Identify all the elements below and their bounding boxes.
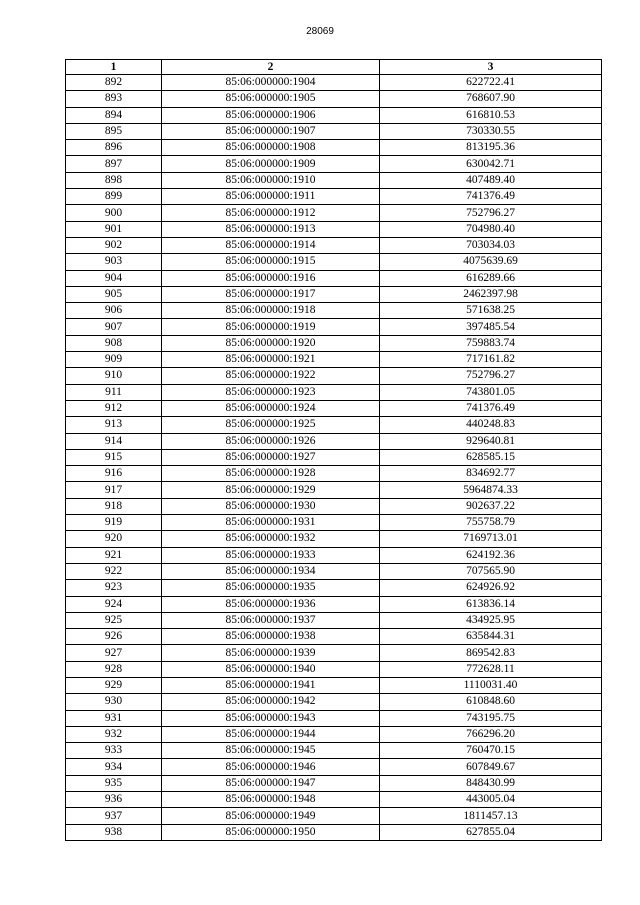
cell-value: 902637.22 xyxy=(380,498,602,514)
table-row xyxy=(66,107,602,123)
cell-cadastral-id: 85:06:000000:1916 xyxy=(162,270,380,286)
cell-number: 902 xyxy=(66,237,162,253)
cell-value: 7169713.01 xyxy=(380,531,602,547)
table-row xyxy=(66,531,602,547)
cell-cadastral-id: 85:06:000000:1917 xyxy=(162,286,380,302)
cell-number: 895 xyxy=(66,123,162,139)
cell-cadastral-id: 85:06:000000:1929 xyxy=(162,482,380,498)
cell-cadastral-id: 85:06:000000:1941 xyxy=(162,677,380,693)
table-row xyxy=(66,449,602,465)
table-row xyxy=(66,172,602,188)
cell-cadastral-id: 85:06:000000:1924 xyxy=(162,400,380,416)
table-row xyxy=(66,824,602,840)
cell-number: 929 xyxy=(66,677,162,693)
cell-value: 707565.90 xyxy=(380,563,602,579)
cell-value: 752796.27 xyxy=(380,368,602,384)
table-row xyxy=(66,629,602,645)
cell-value: 624926.92 xyxy=(380,580,602,596)
cell-value: 613836.14 xyxy=(380,596,602,612)
table-row xyxy=(66,743,602,759)
column-header-cadastral-id: 2 xyxy=(162,60,380,75)
cell-number: 896 xyxy=(66,140,162,156)
cell-cadastral-id: 85:06:000000:1950 xyxy=(162,824,380,840)
cell-value: 755758.79 xyxy=(380,515,602,531)
cell-number: 927 xyxy=(66,645,162,661)
table-row xyxy=(66,270,602,286)
table-row xyxy=(66,237,602,253)
cell-value: 834692.77 xyxy=(380,466,602,482)
cell-value: 397485.54 xyxy=(380,319,602,335)
cell-number: 894 xyxy=(66,107,162,123)
cell-value: 571638.25 xyxy=(380,303,602,319)
cell-cadastral-id: 85:06:000000:1911 xyxy=(162,189,380,205)
cell-cadastral-id: 85:06:000000:1920 xyxy=(162,335,380,351)
cell-value: 616810.53 xyxy=(380,107,602,123)
cell-cadastral-id: 85:06:000000:1912 xyxy=(162,205,380,221)
cell-cadastral-id: 85:06:000000:1927 xyxy=(162,449,380,465)
table-row xyxy=(66,482,602,498)
table-row xyxy=(66,596,602,612)
cell-cadastral-id: 85:06:000000:1942 xyxy=(162,694,380,710)
table-row xyxy=(66,221,602,237)
cell-number: 916 xyxy=(66,466,162,482)
cell-number: 897 xyxy=(66,156,162,172)
cell-cadastral-id: 85:06:000000:1948 xyxy=(162,792,380,808)
table-header-row xyxy=(66,60,602,75)
cell-value: 759883.74 xyxy=(380,335,602,351)
table-row xyxy=(66,91,602,107)
cell-cadastral-id: 85:06:000000:1943 xyxy=(162,710,380,726)
cell-number: 893 xyxy=(66,91,162,107)
table-row xyxy=(66,123,602,139)
cell-number: 899 xyxy=(66,189,162,205)
cell-value: 752796.27 xyxy=(380,205,602,221)
cell-value: 760470.15 xyxy=(380,743,602,759)
cell-number: 908 xyxy=(66,335,162,351)
cell-cadastral-id: 85:06:000000:1915 xyxy=(162,254,380,270)
table-row xyxy=(66,335,602,351)
cell-number: 915 xyxy=(66,449,162,465)
cell-cadastral-id: 85:06:000000:1940 xyxy=(162,661,380,677)
cell-value: 630042.71 xyxy=(380,156,602,172)
cell-cadastral-id: 85:06:000000:1947 xyxy=(162,775,380,791)
table-row xyxy=(66,645,602,661)
table-row xyxy=(66,792,602,808)
table-row xyxy=(66,498,602,514)
cell-cadastral-id: 85:06:000000:1909 xyxy=(162,156,380,172)
cell-cadastral-id: 85:06:000000:1930 xyxy=(162,498,380,514)
table-row xyxy=(66,156,602,172)
cell-cadastral-id: 85:06:000000:1933 xyxy=(162,547,380,563)
cell-value: 1110031.40 xyxy=(380,677,602,693)
cell-number: 925 xyxy=(66,612,162,628)
cell-cadastral-id: 85:06:000000:1936 xyxy=(162,596,380,612)
cell-cadastral-id: 85:06:000000:1913 xyxy=(162,221,380,237)
table-row xyxy=(66,352,602,368)
cell-value: 635844.31 xyxy=(380,629,602,645)
cell-number: 934 xyxy=(66,759,162,775)
cell-value: 766296.20 xyxy=(380,726,602,742)
cell-value: 869542.83 xyxy=(380,645,602,661)
cell-number: 913 xyxy=(66,417,162,433)
cell-number: 924 xyxy=(66,596,162,612)
cell-value: 929640.81 xyxy=(380,433,602,449)
cell-cadastral-id: 85:06:000000:1922 xyxy=(162,368,380,384)
cell-number: 906 xyxy=(66,303,162,319)
cell-value: 730330.55 xyxy=(380,123,602,139)
cell-cadastral-id: 85:06:000000:1914 xyxy=(162,237,380,253)
cell-value: 703034.03 xyxy=(380,237,602,253)
cell-cadastral-id: 85:06:000000:1937 xyxy=(162,612,380,628)
cell-number: 912 xyxy=(66,400,162,416)
cell-cadastral-id: 85:06:000000:1926 xyxy=(162,433,380,449)
cell-value: 848430.99 xyxy=(380,775,602,791)
cell-cadastral-id: 85:06:000000:1935 xyxy=(162,580,380,596)
table-row xyxy=(66,286,602,302)
table-row xyxy=(66,710,602,726)
cell-value: 622722.41 xyxy=(380,75,602,91)
cell-cadastral-id: 85:06:000000:1908 xyxy=(162,140,380,156)
cell-value: 4075639.69 xyxy=(380,254,602,270)
table-row xyxy=(66,417,602,433)
cell-number: 920 xyxy=(66,531,162,547)
cell-value: 743801.05 xyxy=(380,384,602,400)
cell-cadastral-id: 85:06:000000:1906 xyxy=(162,107,380,123)
cell-number: 922 xyxy=(66,563,162,579)
cell-number: 914 xyxy=(66,433,162,449)
cell-number: 937 xyxy=(66,808,162,824)
cell-cadastral-id: 85:06:000000:1905 xyxy=(162,91,380,107)
table-row xyxy=(66,726,602,742)
cell-value: 443005.04 xyxy=(380,792,602,808)
table-row xyxy=(66,661,602,677)
cell-value: 624192.36 xyxy=(380,547,602,563)
cell-cadastral-id: 85:06:000000:1934 xyxy=(162,563,380,579)
cell-number: 911 xyxy=(66,384,162,400)
cell-number: 928 xyxy=(66,661,162,677)
cell-value: 407489.40 xyxy=(380,172,602,188)
cell-value: 616289.66 xyxy=(380,270,602,286)
table-row xyxy=(66,677,602,693)
table-row xyxy=(66,694,602,710)
cell-value: 607849.67 xyxy=(380,759,602,775)
table-row xyxy=(66,612,602,628)
table-row xyxy=(66,140,602,156)
table-row xyxy=(66,775,602,791)
cell-cadastral-id: 85:06:000000:1910 xyxy=(162,172,380,188)
cell-cadastral-id: 85:06:000000:1919 xyxy=(162,319,380,335)
cell-value: 627855.04 xyxy=(380,824,602,840)
cell-cadastral-id: 85:06:000000:1949 xyxy=(162,808,380,824)
cell-cadastral-id: 85:06:000000:1931 xyxy=(162,515,380,531)
cell-number: 910 xyxy=(66,368,162,384)
table-row xyxy=(66,433,602,449)
cell-value: 434925.95 xyxy=(380,612,602,628)
cell-number: 907 xyxy=(66,319,162,335)
table-body xyxy=(66,75,602,841)
cell-cadastral-id: 85:06:000000:1944 xyxy=(162,726,380,742)
cell-value: 1811457.13 xyxy=(380,808,602,824)
table-row xyxy=(66,808,602,824)
cell-cadastral-id: 85:06:000000:1904 xyxy=(162,75,380,91)
cell-value: 5964874.33 xyxy=(380,482,602,498)
table-row xyxy=(66,759,602,775)
cell-number: 926 xyxy=(66,629,162,645)
column-header-value: 3 xyxy=(380,60,602,75)
cell-value: 772628.11 xyxy=(380,661,602,677)
cell-cadastral-id: 85:06:000000:1932 xyxy=(162,531,380,547)
cell-number: 904 xyxy=(66,270,162,286)
cadastral-value-table xyxy=(65,59,602,841)
table-row xyxy=(66,580,602,596)
cell-number: 938 xyxy=(66,824,162,840)
table-row xyxy=(66,75,602,91)
table-row xyxy=(66,303,602,319)
table-row xyxy=(66,515,602,531)
cell-cadastral-id: 85:06:000000:1928 xyxy=(162,466,380,482)
table-row xyxy=(66,319,602,335)
cell-cadastral-id: 85:06:000000:1938 xyxy=(162,629,380,645)
cell-value: 704980.40 xyxy=(380,221,602,237)
cell-value: 610848.60 xyxy=(380,694,602,710)
cell-value: 2462397.98 xyxy=(380,286,602,302)
cell-cadastral-id: 85:06:000000:1925 xyxy=(162,417,380,433)
cell-value: 628585.15 xyxy=(380,449,602,465)
table-row xyxy=(66,400,602,416)
cell-value: 741376.49 xyxy=(380,189,602,205)
cell-number: 918 xyxy=(66,498,162,514)
cell-number: 936 xyxy=(66,792,162,808)
table-row xyxy=(66,547,602,563)
cell-number: 935 xyxy=(66,775,162,791)
cell-number: 931 xyxy=(66,710,162,726)
cell-number: 923 xyxy=(66,580,162,596)
cell-value: 813195.36 xyxy=(380,140,602,156)
cell-number: 909 xyxy=(66,352,162,368)
cell-value: 741376.49 xyxy=(380,400,602,416)
cell-cadastral-id: 85:06:000000:1945 xyxy=(162,743,380,759)
cell-cadastral-id: 85:06:000000:1946 xyxy=(162,759,380,775)
cell-number: 933 xyxy=(66,743,162,759)
cell-value: 717161.82 xyxy=(380,352,602,368)
cell-number: 900 xyxy=(66,205,162,221)
cell-number: 898 xyxy=(66,172,162,188)
cell-number: 901 xyxy=(66,221,162,237)
cell-number: 917 xyxy=(66,482,162,498)
cell-cadastral-id: 85:06:000000:1918 xyxy=(162,303,380,319)
cell-number: 930 xyxy=(66,694,162,710)
table-row xyxy=(66,563,602,579)
cell-number: 905 xyxy=(66,286,162,302)
table-row xyxy=(66,254,602,270)
cell-cadastral-id: 85:06:000000:1939 xyxy=(162,645,380,661)
table-row xyxy=(66,466,602,482)
table-row xyxy=(66,384,602,400)
cell-number: 903 xyxy=(66,254,162,270)
cell-value: 768607.90 xyxy=(380,91,602,107)
table-row xyxy=(66,205,602,221)
cell-cadastral-id: 85:06:000000:1907 xyxy=(162,123,380,139)
page-number: 28069 xyxy=(306,26,334,37)
cell-number: 892 xyxy=(66,75,162,91)
cell-number: 932 xyxy=(66,726,162,742)
cell-value: 743195.75 xyxy=(380,710,602,726)
cell-number: 921 xyxy=(66,547,162,563)
cell-value: 440248.83 xyxy=(380,417,602,433)
column-header-number: 1 xyxy=(66,60,162,75)
cell-number: 919 xyxy=(66,515,162,531)
table-row xyxy=(66,189,602,205)
cell-cadastral-id: 85:06:000000:1923 xyxy=(162,384,380,400)
table-row xyxy=(66,368,602,384)
cell-cadastral-id: 85:06:000000:1921 xyxy=(162,352,380,368)
